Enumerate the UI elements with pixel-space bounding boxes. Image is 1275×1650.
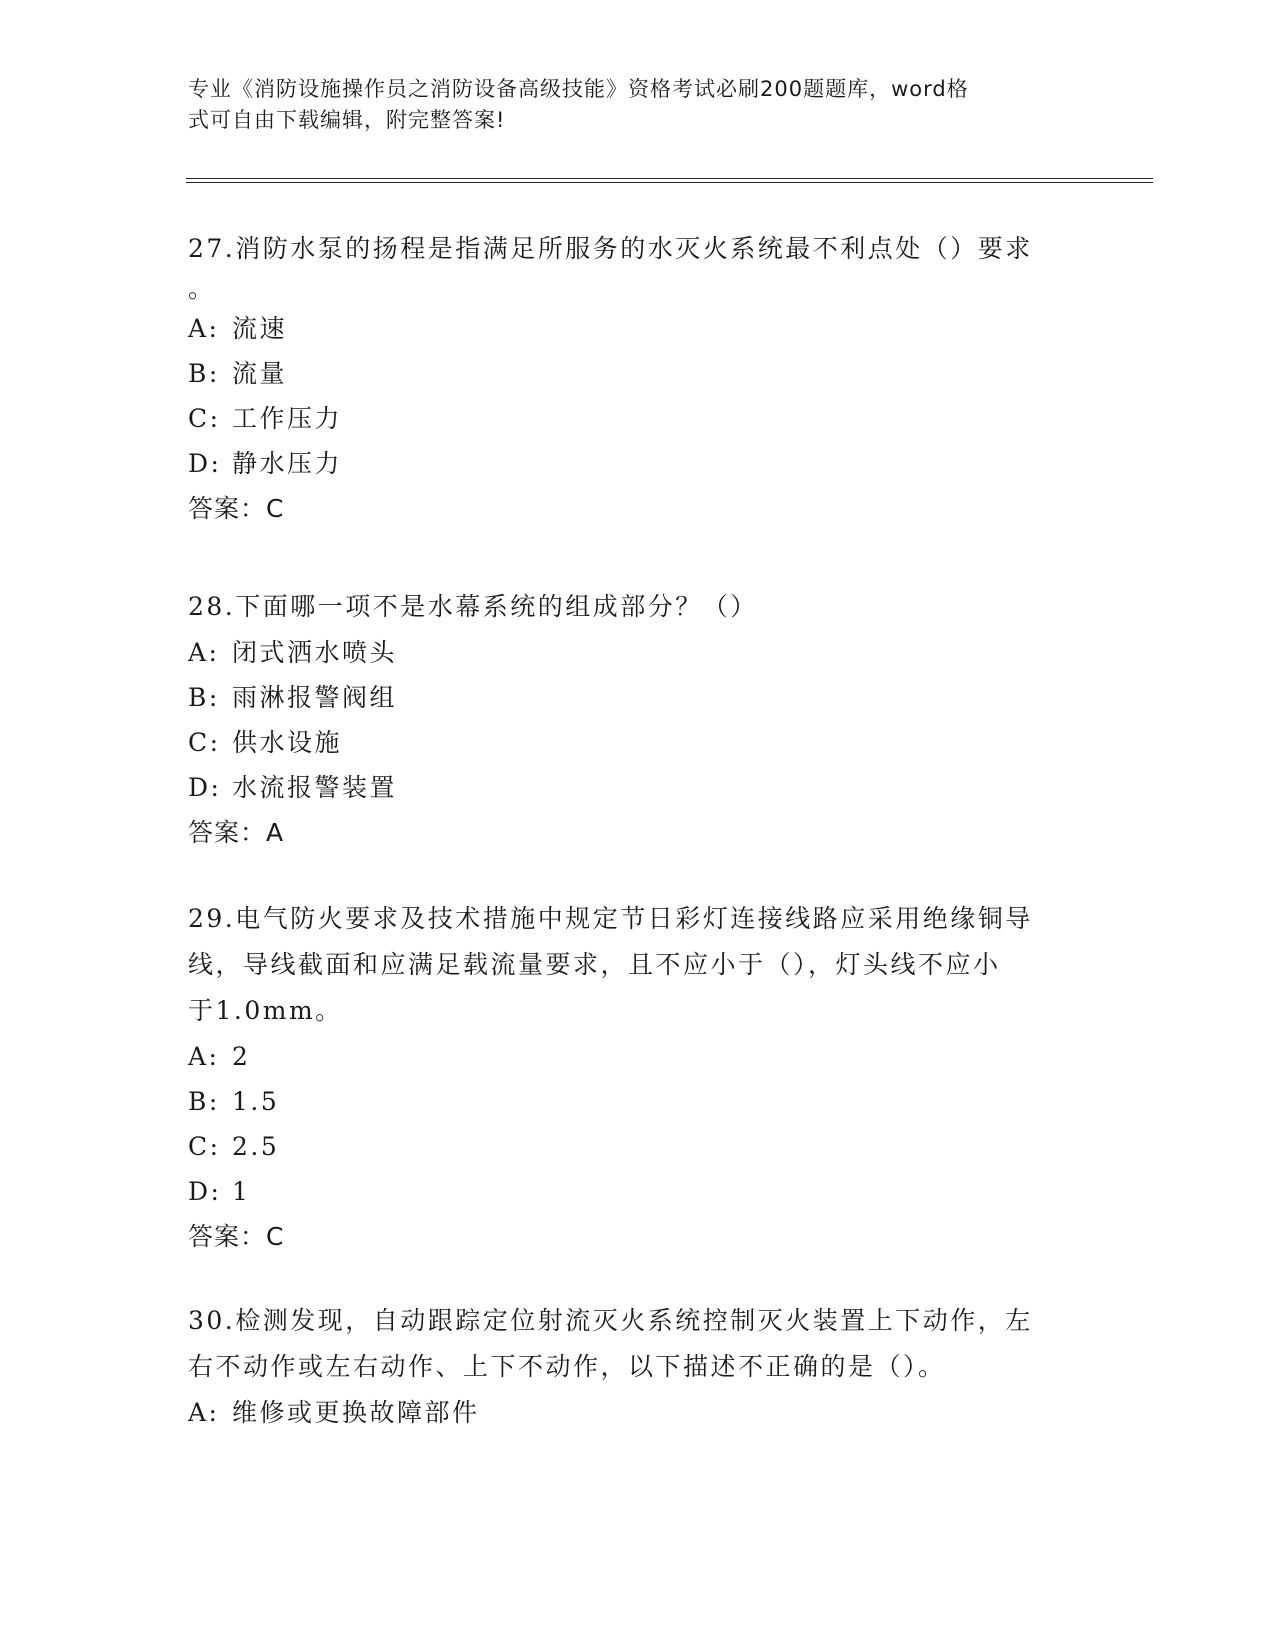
option-text: 水流报警装置 — [232, 773, 398, 802]
option-letter: B: — [188, 683, 220, 712]
option-letter: A: — [188, 1042, 220, 1071]
answer-line: 答案：C — [188, 1222, 285, 1251]
option-a — [188, 630, 1068, 675]
document-header — [188, 74, 1068, 136]
option-c — [188, 396, 1068, 441]
header-divider-bottom — [186, 182, 1153, 183]
answer-line: 答案：A — [188, 818, 285, 847]
header-line-1: 专业《消防设施操作员之消防设备高级技能》资格考试必刷200题题库，word格 — [188, 77, 969, 101]
option-d — [188, 441, 1068, 486]
option-text: 2.5 — [232, 1132, 280, 1161]
option-letter: C: — [188, 728, 221, 757]
option-letter: A: — [188, 638, 220, 667]
option-letter: D: — [188, 449, 222, 478]
question-stem-line: 于1.0mm。 — [188, 996, 343, 1025]
question-stem-line: 。 — [188, 274, 216, 303]
option-c — [188, 720, 1068, 765]
answer-line: 答案：C — [188, 494, 285, 523]
option-text: 闭式洒水喷头 — [232, 638, 398, 667]
option-a — [188, 1034, 1068, 1079]
question-stem-line: 27.消防水泵的扬程是指满足所服务的水灭火系统最不利点处（）要求 — [188, 234, 1033, 263]
option-text: 1.5 — [232, 1087, 280, 1116]
option-a — [188, 1390, 1068, 1435]
question-stem-line: 28.下面哪一项不是水幕系统的组成部分？（） — [188, 592, 758, 621]
option-text: 雨淋报警阀组 — [232, 683, 398, 712]
header-divider-top — [186, 178, 1153, 179]
option-text: 2 — [232, 1042, 251, 1071]
option-a — [188, 306, 1068, 351]
option-b — [188, 675, 1068, 720]
option-letter: A: — [188, 314, 220, 343]
question-29 — [188, 896, 1068, 1260]
option-letter: C: — [188, 1132, 221, 1161]
option-letter: A: — [188, 1398, 220, 1427]
option-text: 维修或更换故障部件 — [232, 1398, 480, 1427]
question-stem-line: 30.检测发现，自动跟踪定位射流灭火系统控制灭火装置上下动作，左 — [188, 1306, 1033, 1335]
option-text: 1 — [232, 1177, 251, 1206]
option-letter: C: — [188, 404, 221, 433]
option-letter: B: — [188, 1087, 220, 1116]
question-stem-line: 29.电气防火要求及技术措施中规定节日彩灯连接线路应采用绝缘铜导 — [188, 904, 1033, 933]
question-28 — [188, 584, 1068, 856]
question-27 — [188, 226, 1068, 532]
option-d — [188, 765, 1068, 810]
option-letter: D: — [188, 1177, 222, 1206]
option-c — [188, 1124, 1068, 1169]
option-text: 流速 — [232, 314, 288, 343]
question-30 — [188, 1298, 1068, 1435]
question-stem-line: 右不动作或左右动作、上下不动作，以下描述不正确的是（）。 — [188, 1352, 946, 1381]
option-b — [188, 1079, 1068, 1124]
option-d — [188, 1169, 1068, 1214]
option-text: 流量 — [232, 359, 288, 388]
option-text: 工作压力 — [232, 404, 343, 433]
option-letter: B: — [188, 359, 220, 388]
header-line-2: 式可自由下载编辑，附完整答案! — [188, 108, 506, 132]
option-text: 供水设施 — [232, 728, 343, 757]
question-stem-line: 线，导线截面和应满足载流量要求，且不应小于（），灯头线不应小 — [188, 950, 1001, 979]
option-text: 静水压力 — [232, 449, 343, 478]
option-letter: D: — [188, 773, 222, 802]
option-b — [188, 351, 1068, 396]
